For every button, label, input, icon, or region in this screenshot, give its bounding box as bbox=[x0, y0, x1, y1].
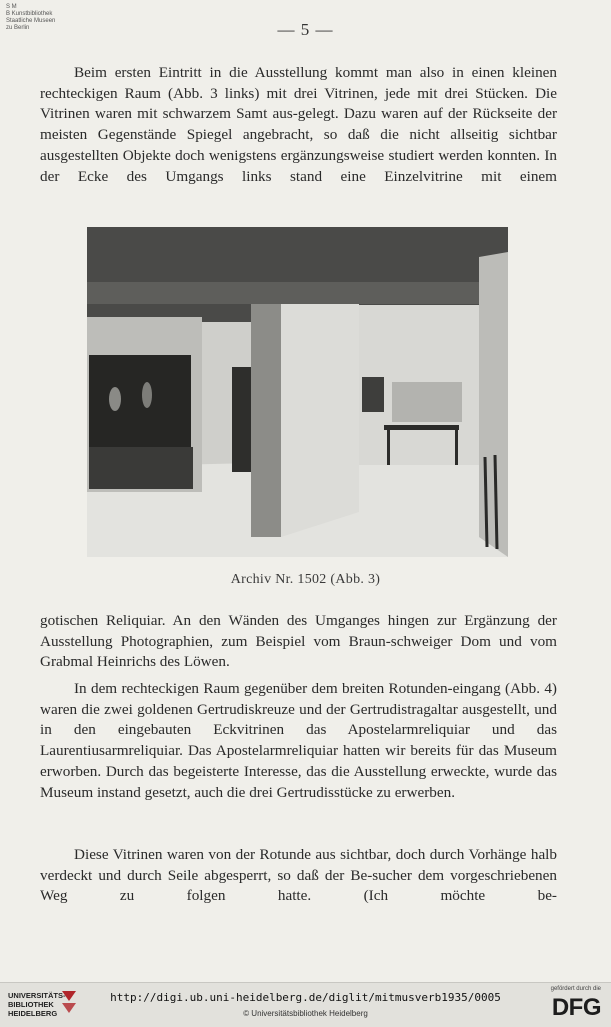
paragraph-photographs: gotischen Reliquiar. An den Wänden des Umganges hingen zur Ergänzung der Ausstellung Photographien, zum Beispiel vom Braun-schweiger Dom und vom Grabmal Heinrichs des Löwen. bbox=[40, 612, 557, 671]
dfg-logo: DFG bbox=[551, 994, 601, 1021]
copyright-notice: © Universitätsbibliothek Heidelberg bbox=[243, 1009, 368, 1018]
paragraph-intro: Beim ersten Eintritt in die Ausstellung kommt man also in einen kleinen rechteckigen Raum (Abb. 3 links) mit drei Vitrinen, jede mit drei Stücken. Die Vitrinen waren mit schwarzem Samt aus-gelegt. Dazu waren auf der Rückseite der meisten Gegenstände Spiegel angebracht, so daß die nicht allseitig sichtbar ausgestellten Objekte doch wenigstens ergänzungsweise studiert werden konnten. In der Ecke des Umgangs links stand eine Einzelvitrine mit einem bbox=[40, 64, 557, 185]
exhibition-room-image bbox=[87, 227, 508, 557]
figure-caption: Archiv Nr. 1502 (Abb. 3) bbox=[230, 572, 381, 587]
stamp-line: zu Berlin bbox=[6, 25, 30, 31]
digital-library-link[interactable]: http://digi.ub.uni-heidelberg.de/diglit/mitmusverb1935/0005 bbox=[110, 991, 501, 1004]
page-number: — 5 — bbox=[277, 20, 334, 39]
paragraph-vitrines: Diese Vitrinen waren von der Rotunde aus sichtbar, doch durch Vorhänge halb verdeckt und durch Seile abgesperrt, so daß der Be-sucher dem vorgeschriebenen Weg zu folgen hatte. (Ich möchte be- bbox=[40, 846, 557, 905]
exhibition-photo bbox=[87, 227, 508, 557]
university-logo-line: BIBLIOTHEK bbox=[8, 1000, 54, 1009]
stamp-line: B Kunstbibliothek bbox=[6, 11, 53, 17]
paragraph-rectangular-room: In dem rechteckigen Raum gegenüber dem breiten Rotunden-eingang (Abb. 4) waren die zwei goldenen Gertrudiskreuze und der Gertrudistragaltar ausgestellt, und in den eingebauten Eckvitrinen das Apostelarmreliquiar und das Laurentiusarmreliquiar. Das Apostelarmreliquiar hatten wir bereits für das Museum erworben. Durch das begeisterte Interesse, das die Ausstellung erweckte, wurde das Museum instand gesetzt, auch die drei Gertrudisstücke zu erwerben. bbox=[40, 680, 557, 801]
footer-bar bbox=[0, 982, 611, 1027]
sponsor-note: gefördert durch die bbox=[550, 986, 601, 992]
university-logo-line: HEIDELBERG bbox=[8, 1009, 58, 1018]
university-logo-line: UNIVERSITÄTS- bbox=[8, 991, 66, 1000]
stamp-line: S M bbox=[6, 4, 17, 10]
stamp-line: Staatliche Museen bbox=[6, 18, 56, 24]
